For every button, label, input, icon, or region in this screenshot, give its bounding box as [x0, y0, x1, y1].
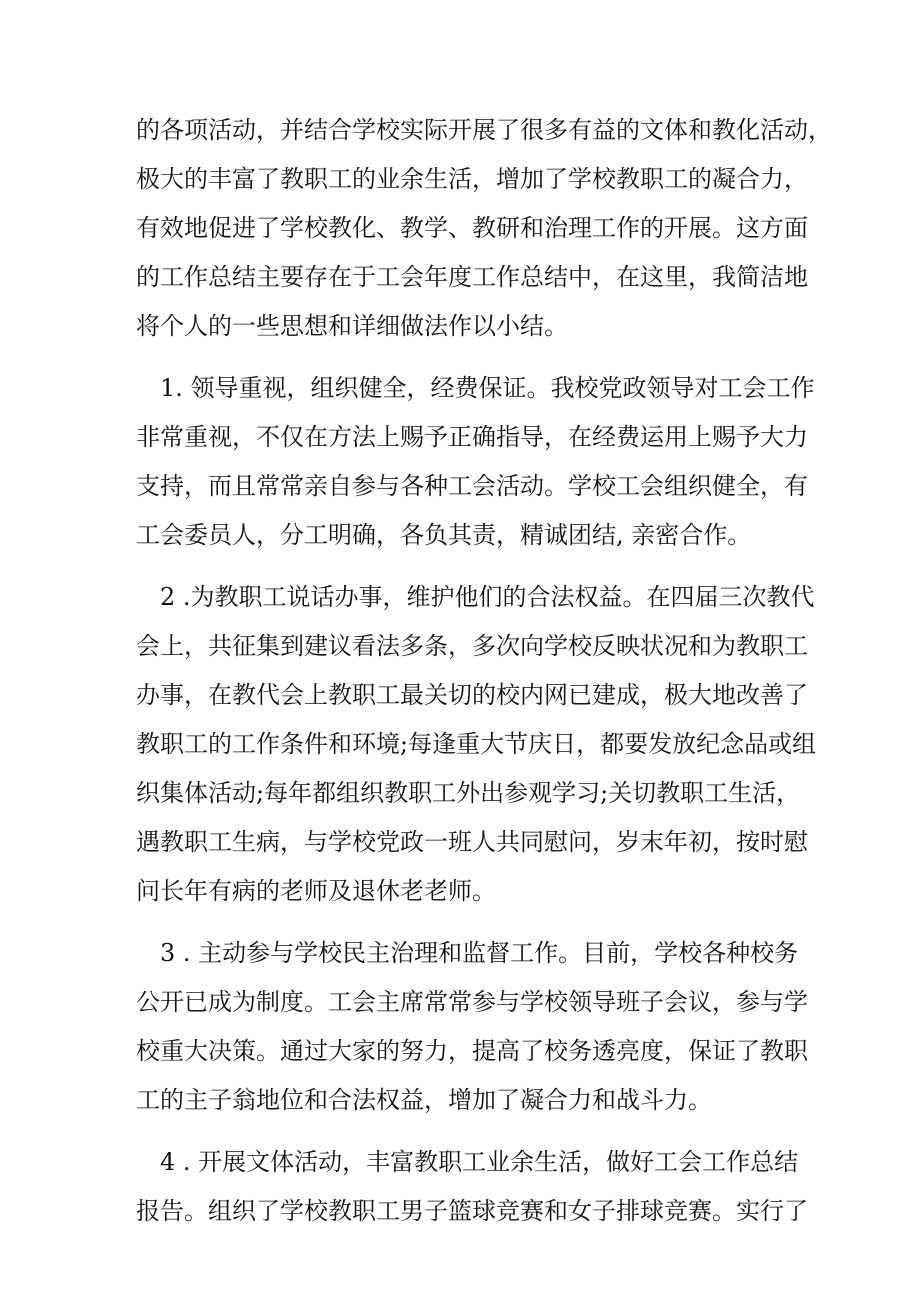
text-line: 织集体活动;每年都组织教职工外出参观学习;关切教职工生活， — [136, 779, 801, 807]
text-line: 工的主子翁地位和合法权益，增加了凝合力和战斗力。 — [136, 1086, 712, 1114]
text-line: 2 .为教职工说话办事，维护他们的合法权益。在四届三次教代 — [160, 583, 815, 611]
paragraph-item-3 — [136, 929, 808, 1125]
text-line: 1. 领导重视，组织健全，经费保证。我校党政领导对工会工作 — [160, 374, 815, 402]
text-line: 公开已成为制度。工会主席常常参与学校领导班子会议，参与学 — [136, 988, 808, 1016]
paragraph-item-4 — [136, 1138, 808, 1236]
text-line: 会上，共征集到建议看法多条，多次向学校反映状况和为教职工 — [136, 632, 808, 660]
document-body — [136, 106, 832, 1236]
paragraph-intro — [136, 106, 832, 351]
text-line: 问长年有病的老师及退休老老师。 — [136, 877, 496, 905]
paragraph-item-2 — [136, 573, 817, 916]
paragraph-item-1 — [136, 364, 815, 560]
text-line: 办事，在教代会上教职工最关切的校内网已建成，极大地改善了 — [136, 681, 808, 709]
text-line: 3 . 主动参与学校民主治理和监督工作。目前，学校各种校务 — [160, 939, 799, 967]
paragraph-spacing — [136, 916, 796, 929]
text-line: 极大的丰富了教职工的业余生活，增加了学校教职工的凝合力， — [136, 165, 808, 193]
text-line: 报告。组织了学校教职工男子篮球竞赛和女子排球竞赛。实行了 — [136, 1197, 808, 1225]
text-line: 教职工的工作条件和环境;每逢重大节庆日，都要发放纪念品或组 — [136, 730, 817, 758]
text-line: 支持，而且常常亲自参与各种工会活动。学校工会组织健全，有 — [136, 472, 808, 500]
text-line: 校重大决策。通过大家的努力，提高了校务透亮度，保证了教职 — [136, 1037, 808, 1065]
text-line: 的各项活动，并结合学校实际开展了很多有益的文体和教化活动， — [136, 116, 832, 144]
text-line: 4 . 开展文体活动，丰富教职工业余生活，做好工会工作总结 — [160, 1148, 799, 1176]
paragraph-spacing — [136, 560, 796, 573]
text-line: 非常重视，不仅在方法上赐予正确指导，在经费运用上赐予大力 — [136, 423, 808, 451]
text-line: 有效地促进了学校教化、教学、教研和治理工作的开展。这方面 — [136, 214, 808, 242]
paragraph-spacing — [136, 351, 796, 364]
text-line: 遇教职工生病，与学校党政一班人共同慰问，岁末年初，按时慰 — [136, 828, 808, 856]
text-line: 将个人的一些思想和详细做法作以小结。 — [136, 312, 568, 340]
paragraph-spacing — [136, 1125, 796, 1138]
text-line: 的工作总结主要存在于工会年度工作总结中，在这里，我简洁地 — [136, 263, 808, 291]
text-line: 工会委员人，分工明确，各负其责，精诚团结, 亲密合作。 — [136, 521, 752, 549]
